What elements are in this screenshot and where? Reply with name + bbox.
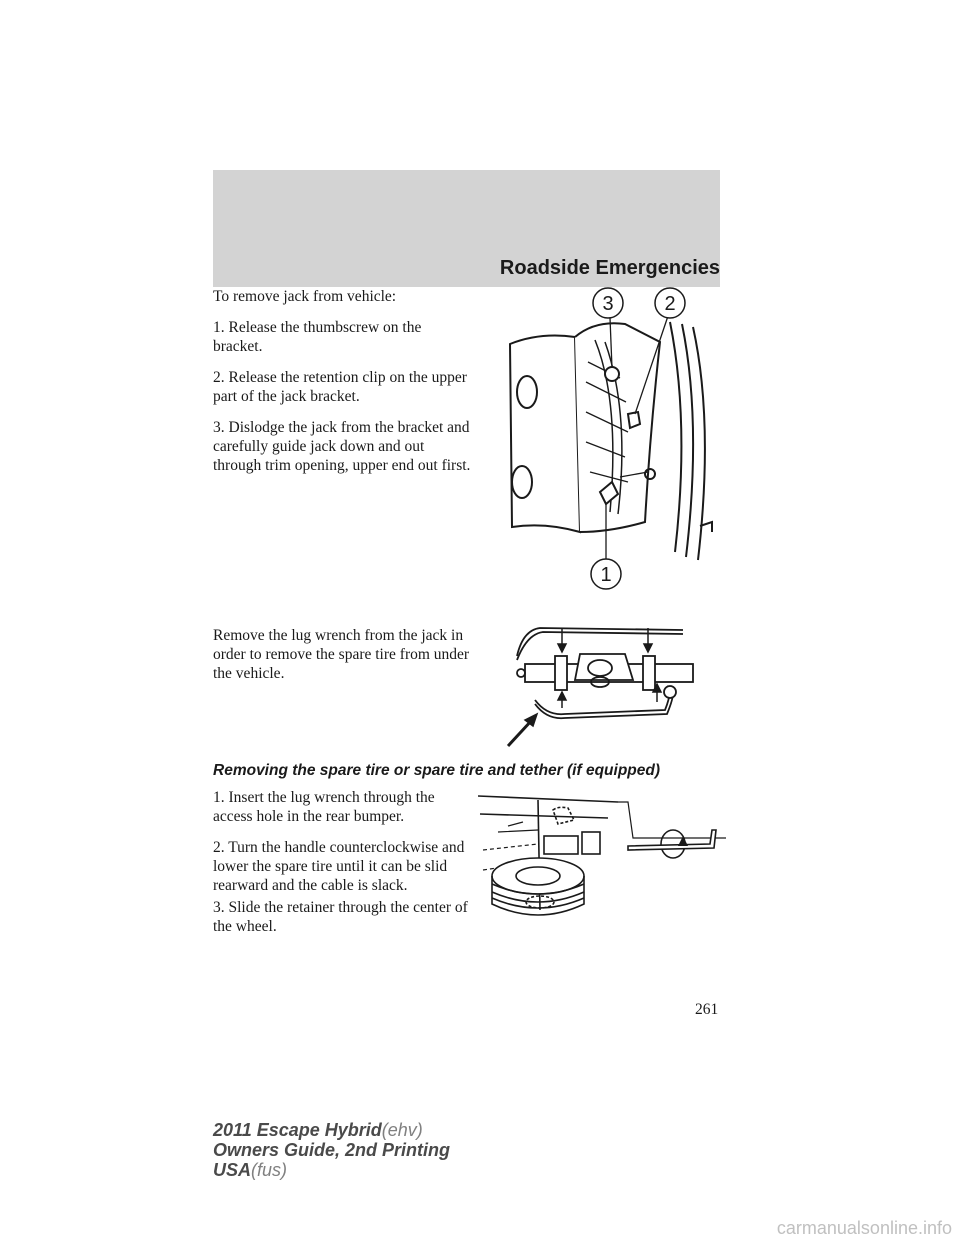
spare-step-3: 3. Slide the retainer through the center of the wheel. <box>213 899 468 935</box>
jack-step-2: 2. Release the retention clip on the upper part of the jack bracket. <box>213 369 467 405</box>
footer-region-code: (fus) <box>251 1160 288 1180</box>
callout-1: 1 <box>600 564 612 586</box>
jack-bracket-figure <box>500 282 725 592</box>
jack-step-1: 1. Release the thumbscrew on the bracket. <box>213 319 422 355</box>
watermark-link[interactable]: carmanualsonline.info <box>776 1218 952 1238</box>
callout-3: 3 <box>602 293 614 315</box>
callout-2: 2 <box>664 293 676 315</box>
footer-model: 2011 Escape Hybrid <box>213 1120 382 1140</box>
lug-wrench-text: Remove the lug wrench from the jack in order to remove the spare tire from under the vehicle. <box>213 627 470 682</box>
footer-model-code: (ehv) <box>381 1120 423 1140</box>
spare-tire-figure <box>478 780 726 930</box>
jack-step-3: 3. Dislodge the jack from the bracket and carefully guide jack down and out through trim opening, upper end out first. <box>213 419 471 474</box>
document-footer <box>213 1120 450 1180</box>
footer-guide: Owners Guide, 2nd Printing <box>213 1140 451 1160</box>
spare-tire-heading: Removing the spare tire or spare tire and tether (if equipped) <box>213 762 661 779</box>
jack-removal-intro: To remove jack from vehicle: <box>213 288 397 305</box>
page-number: 261 <box>695 1001 719 1018</box>
lug-wrench-figure <box>505 620 705 750</box>
spare-step-1: 1. Insert the lug wrench through the access hole in the rear bumper. <box>213 789 435 825</box>
section-title: Roadside Emergencies <box>499 257 720 279</box>
footer-region: USA <box>213 1160 252 1180</box>
spare-step-2: 2. Turn the handle counterclockwise and lower the spare tire until it can be slid rearward and the cable is slack. <box>213 839 465 894</box>
